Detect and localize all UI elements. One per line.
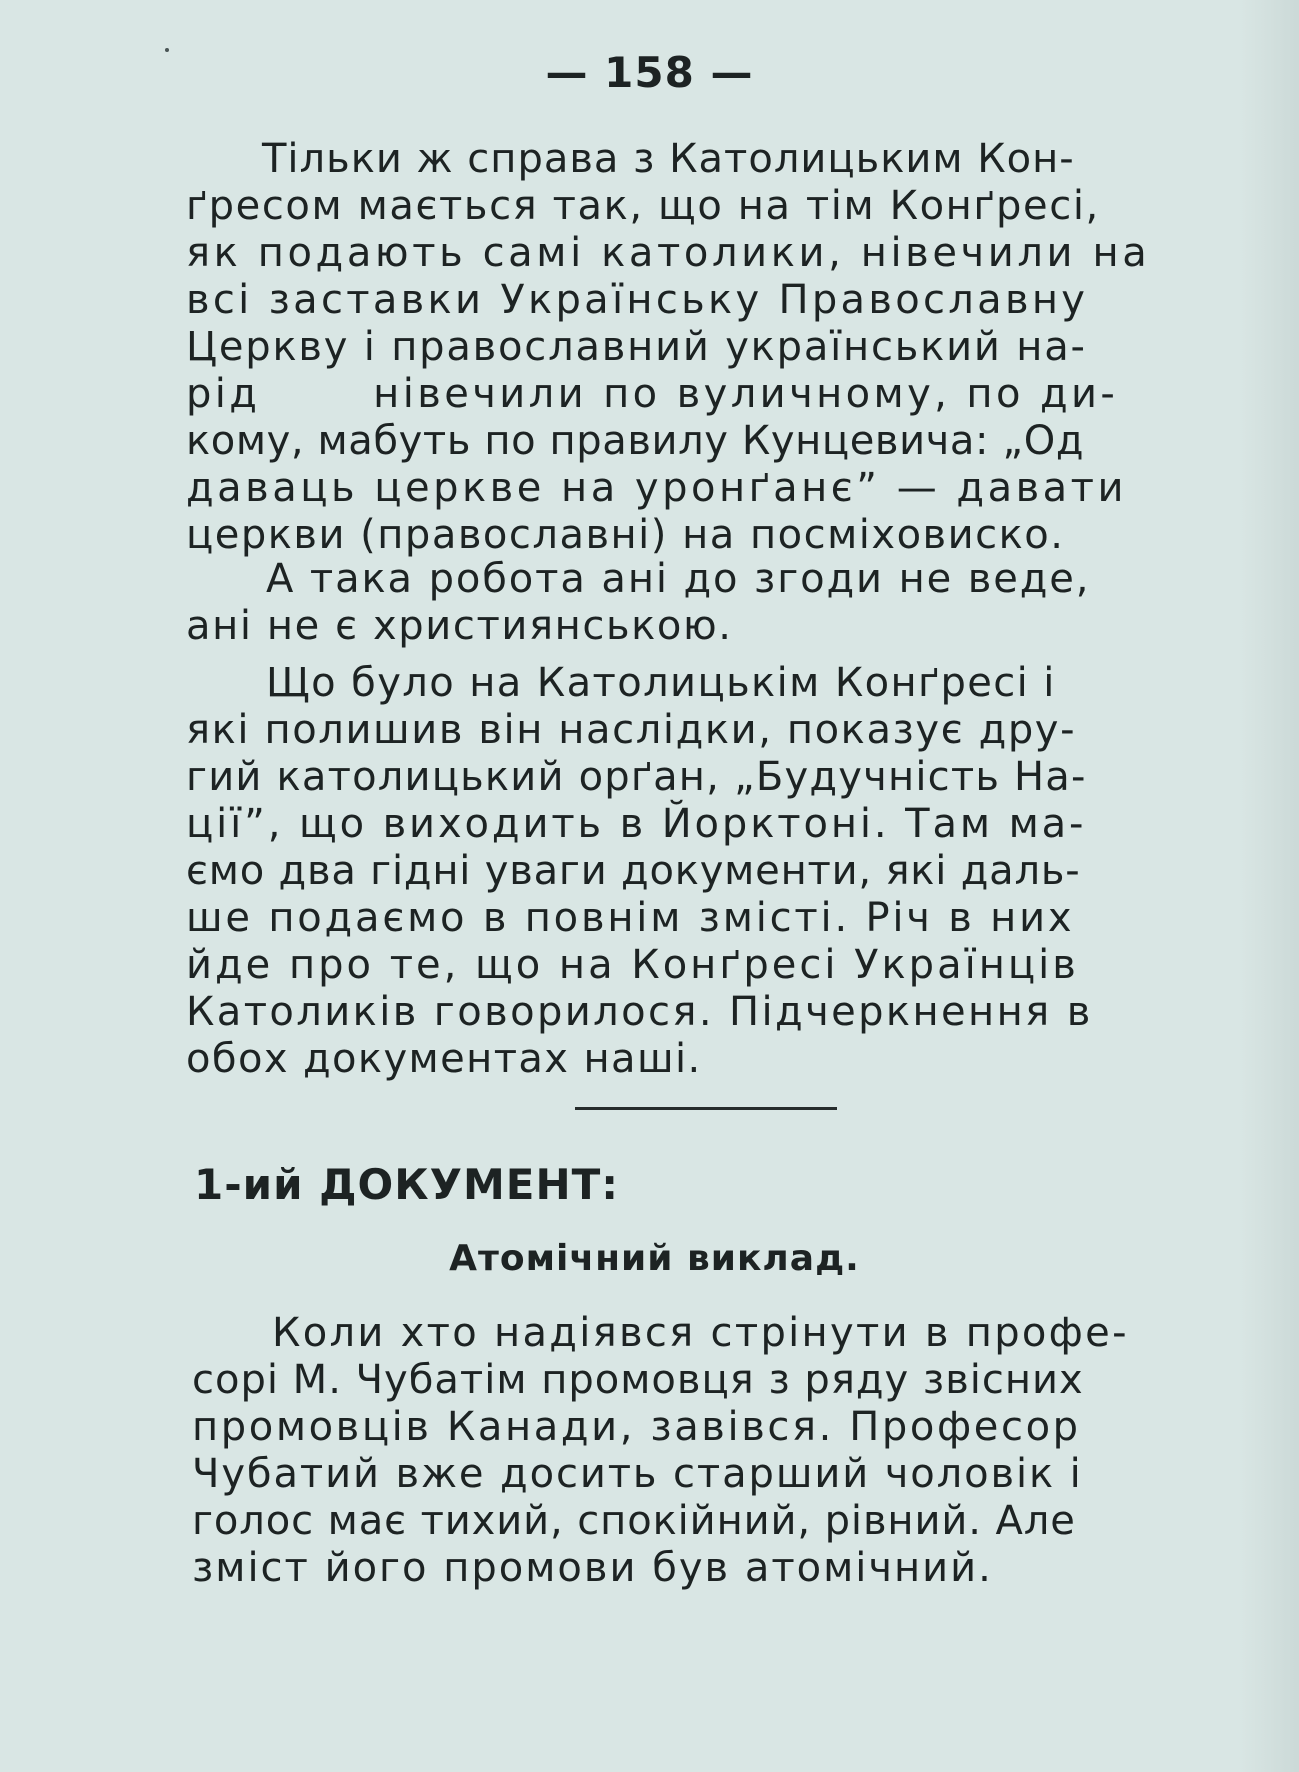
- section-divider: [575, 1107, 837, 1110]
- paragraph-line: промовців Канади, завівся. Професор: [192, 1404, 1081, 1450]
- paragraph-line: ше подаємо в повнім змісті. Річ в них: [186, 895, 1075, 941]
- paragraph-line: кому, мабуть по правилу Кунцевича: „Од: [186, 418, 1085, 464]
- paragraph-line: ані не є християнською.: [186, 603, 733, 649]
- paragraph-line: голос має тихий, спокійний, рівний. Але: [192, 1498, 1076, 1544]
- paragraph-line: всі заставки Українську Православну: [186, 277, 1089, 323]
- document-subheading: Атомічний виклад.: [449, 1238, 860, 1279]
- paragraph-line: гий католицький орґан, „Будучність На-: [186, 754, 1087, 800]
- paragraph-line: сорі М. Чубатім промовця з ряду звісних: [192, 1357, 1084, 1403]
- paragraph-line: Коли хто надіявся стрінути в профе-: [272, 1310, 1129, 1356]
- paragraph-line: рід нівечили по вуличному, по ди-: [186, 371, 1119, 417]
- page-number: — 158 —: [545, 48, 754, 97]
- paragraph-1: [186, 136, 1216, 559]
- document-paragraph: [192, 1310, 1222, 1592]
- paragraph-line: як подають самі католики, нівечили на: [186, 230, 1151, 276]
- paragraph-3: [186, 660, 1216, 1083]
- paragraph-line: обох документах наші.: [186, 1036, 702, 1082]
- paragraph-line: ції”, що виходить в Йорктоні. Там ма-: [186, 801, 1087, 847]
- paragraph-line: Церкву і православний український на-: [186, 324, 1087, 370]
- paragraph-line: даваць церкве на уронґанє” — давати: [186, 465, 1127, 511]
- paragraph-line: церкви (православні) на посміховиско.: [186, 512, 1065, 558]
- paragraph-line: Католиків говорилося. Підчеркнення в: [186, 989, 1093, 1035]
- paragraph-line: ґресом мається так, що на тім Конґресі,: [186, 183, 1100, 229]
- paragraph-line: йде про те, що на Конґресі Українців: [186, 942, 1079, 988]
- paragraph-line: Тільки ж справа з Католицьким Кон-: [262, 136, 1075, 182]
- page-edge-shadow: [1239, 0, 1299, 1772]
- paragraph-line: ємо два гідні уваги документи, які даль-: [186, 848, 1081, 894]
- paragraph-line: А така робота ані до згоди не веде,: [266, 556, 1091, 602]
- document-heading: 1-ий ДОКУМЕНТ:: [194, 1160, 620, 1209]
- paragraph-line: які полишив він наслідки, показує дру-: [186, 707, 1077, 753]
- paragraph-2: [186, 556, 1216, 650]
- paragraph-line: Що було на Католицькім Конґресі і: [266, 660, 1056, 706]
- paragraph-line: зміст його промови був атомічний.: [192, 1545, 993, 1591]
- paragraph-line: Чубатий вже досить старший чоловік і: [192, 1451, 1083, 1497]
